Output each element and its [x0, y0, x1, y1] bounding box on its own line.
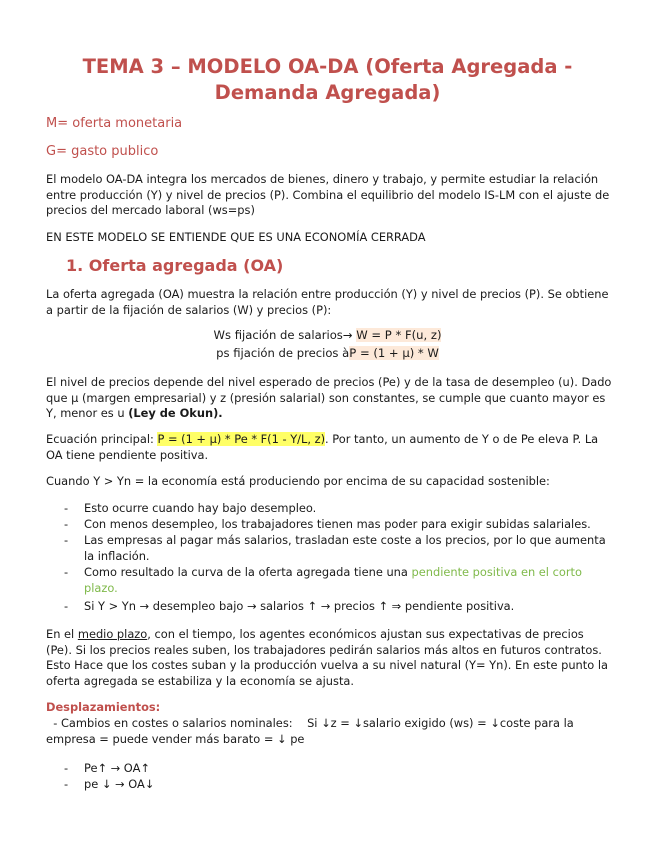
- bullet-text: Las empresas al pagar más salarios, trasladan este coste a los precios, por lo que aumenta la inflación.: [84, 533, 606, 563]
- list-item: [46, 501, 612, 517]
- positive-slope-highlight: pendiente positiva en el corto plazo.: [84, 565, 582, 595]
- bullet-dash: -: [64, 777, 69, 792]
- medium-term-text: , con el tiempo, los agentes económicos ajustan sus expectativas de precios (Pe). Si los precios reales suben, los trabajadores pedirán salarios más altos en futuros contratos. Esto Hace que los costes suban y la producción vuelva a su nivel natural (Y= Yn). En este punto la oferta agregada se estabiliza y la economía se ajusta.: [46, 627, 608, 688]
- desplazamientos-heading: Desplazamientos:: [46, 700, 161, 714]
- desplazamientos-paragraph: - Cambios en costes o salarios nominales: Si ↓z = ↓salario exigido (ws) = ↓coste para la empresa = puede vender más barato = ↓ pe: [46, 716, 578, 746]
- section-heading-oferta-agregada: 1. Oferta agregada (OA): [66, 256, 284, 275]
- equation-wage-setting: [0, 328, 655, 344]
- price-level-text: El nivel de precios depende del nivel esperado de precios (Pe) y de la tasa de desempleo (u). Dado que μ (margen empresarial) y z (presión salarial) son constantes, se cumple que cuanto mayor es Y, menor es u: [46, 375, 612, 421]
- list-item: [46, 761, 612, 777]
- wage-setting-formula: W = P * F(u, z): [356, 328, 442, 342]
- wage-setting-label: Ws fijación de salarios→: [213, 328, 357, 342]
- intro-paragraph: El modelo OA-DA integra los mercados de bienes, dinero y trabajo, y permite estudiar la relación entre producción (Y) y nivel de precios (P). Combina el equilibrio del modelo IS-LM con el ajuste de precios del mercado laboral (ws=ps): [46, 172, 610, 218]
- short-run-bullet-list: [46, 501, 612, 616]
- bullet-text: Pe↑ → OA↑: [84, 761, 150, 775]
- medium-term-prefix: En el: [46, 627, 78, 641]
- definition-money-supply: M= oferta monetaria: [46, 116, 183, 131]
- shift-bullet-list: [46, 761, 612, 793]
- page-title: TEMA 3 – MODELO OA-DA (Oferta Agregada - Demanda Agregada): [82, 55, 573, 104]
- list-item: [46, 533, 612, 564]
- price-setting-formula: P = (1 + μ) * W: [349, 346, 439, 360]
- main-equation-formula: P = (1 + μ) * Pe * F(1 - Y/L, z): [157, 432, 326, 446]
- bullet-dash: -: [64, 565, 69, 580]
- list-item: [46, 777, 612, 793]
- list-item: [46, 599, 612, 615]
- equation-price-setting: [0, 346, 655, 362]
- bullet-dash: -: [64, 599, 69, 614]
- price-setting-label: ps fijación de precios à: [216, 346, 350, 360]
- bullet-dash: -: [64, 761, 69, 775]
- bullet-text: Si Y > Yn → desempleo bajo → salarios ↑ → precios ↑ ⇒ pendiente positiva.: [84, 599, 515, 614]
- bullet-text: Con menos desempleo, los trabajadores tienen mas poder para exigir subidas salariales.: [84, 517, 591, 532]
- when-y-greater-yn: Cuando Y > Yn = la economía está produciendo por encima de su capacidad sostenible:: [46, 474, 550, 488]
- bullet-text: Esto ocurre cuando hay bajo desempleo.: [84, 501, 317, 515]
- bullet-dash: -: [64, 517, 69, 532]
- closed-economy-note: EN ESTE MODELO SE ENTIENDE QUE ES UNA ECONOMÍA CERRADA: [46, 230, 426, 244]
- bullet-dash: -: [64, 501, 69, 515]
- bullet-text: pe ↓ → OA↓: [84, 777, 155, 792]
- main-equation-paragraph: [46, 432, 612, 463]
- price-level-paragraph: [46, 375, 612, 422]
- list-item: [46, 517, 612, 533]
- list-item: [46, 565, 612, 596]
- medium-term-underlined: medio plazo: [77, 627, 148, 641]
- main-equation-suffix: . Por tanto, un aumento de Y o de Pe eleva P. La OA tiene pendiente positiva.: [46, 432, 599, 462]
- medium-term-paragraph: [46, 627, 612, 689]
- definition-public-spending: G= gasto publico: [46, 144, 159, 159]
- oa-paragraph: La oferta agregada (OA) muestra la relación entre producción (Y) y nivel de precios (P). Se obtiene a partir de la fijación de salarios (W) y precios (P):: [46, 287, 609, 317]
- bullet-dash: -: [64, 533, 69, 548]
- okun-law-label: (Ley de Okun).: [128, 406, 223, 421]
- bullet-text: Como resultado la curva de la oferta agregada tiene una: [84, 565, 412, 580]
- main-equation-prefix: Ecuación principal:: [46, 432, 158, 446]
